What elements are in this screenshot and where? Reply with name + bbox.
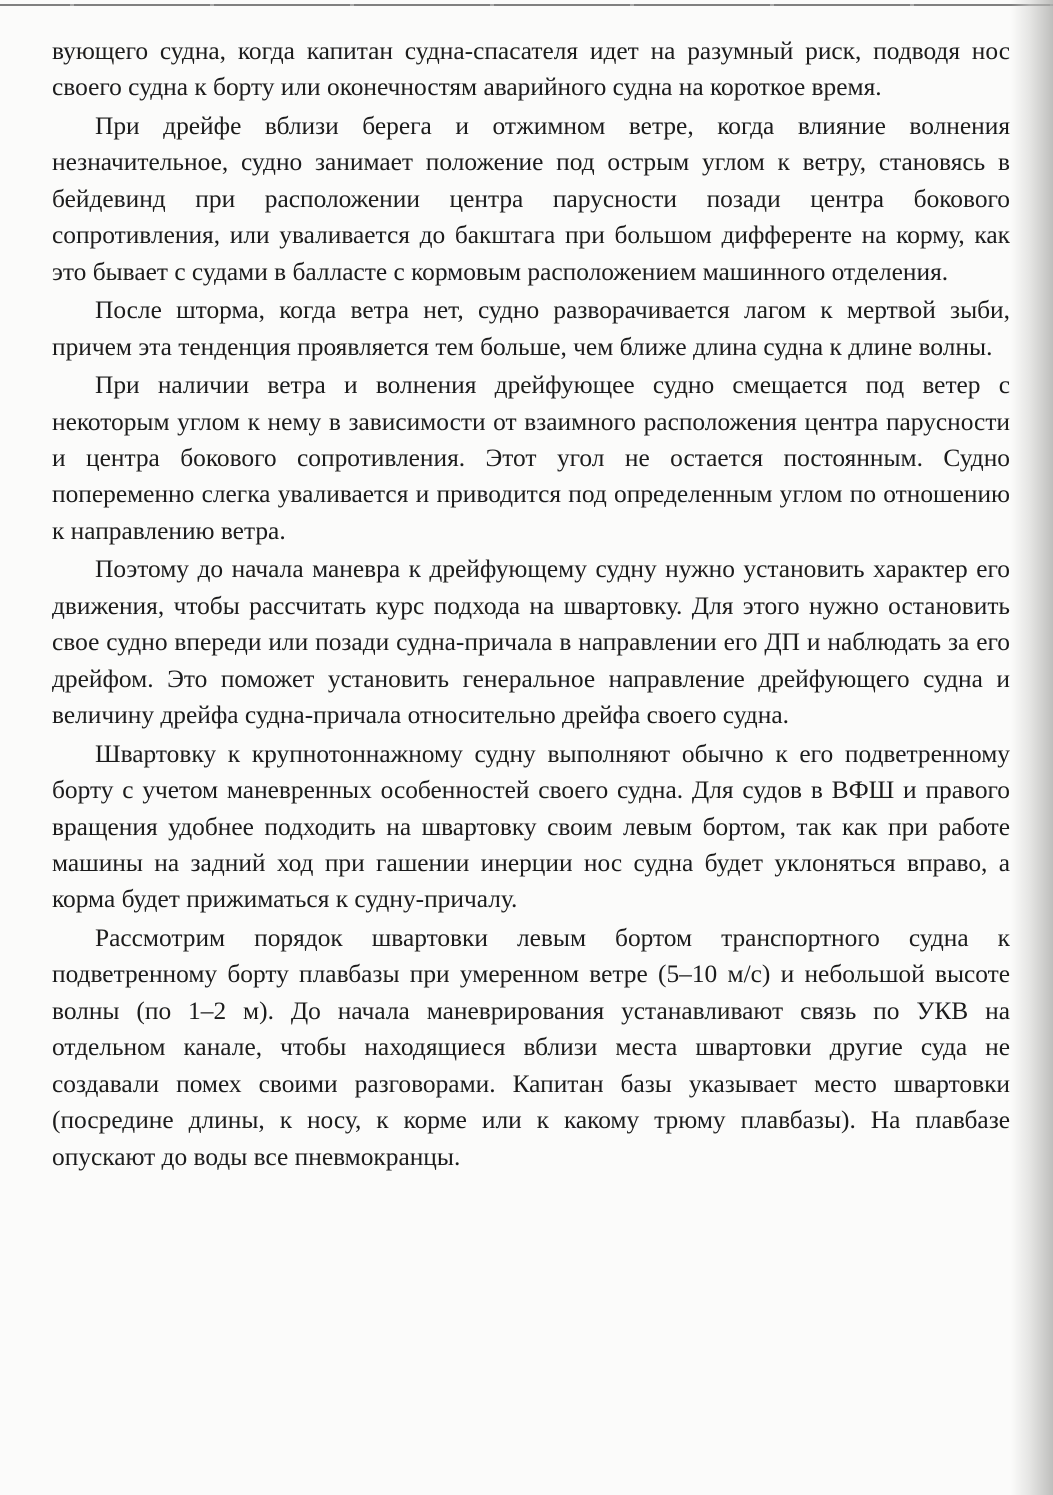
paragraph-before-maneuver: Поэтому до начала маневра к дрейфующему судну нужно установить характер его движения, чтобы рассчитать курс подхода на швартовку. Для этого нужно остановить свое судно впереди или позади судна-причала в направлении его ДП и наблюдать за его дрейфом. Это поможет установить генеральное направление дрейфующего судна и величину дрейфа судна-причала относительно дрейфа своего судна. <box>52 555 1010 730</box>
paragraph-after-storm: После шторма, когда ветра нет, судно разворачивается лагом к мертвой зыби, причем эта тенденция проявляется тем больше, чем ближе длина судна к длине волны. <box>52 296 1010 361</box>
page-binding-shadow <box>1011 0 1053 1495</box>
paragraph-mooring-large-vessel: Швартовку к крупнотоннажному судну выполняют обычно к его подветренному борту с учетом маневренных особенностей своего судна. Для судов в ВФШ и правого вращения удобнее подходить на швартовку своим левым бортом, так как при работе машины на задний ход при гашении инерции нос судна будет уклоняться вправо, а корма будет прижиматься к судну-причалу. <box>52 739 1010 914</box>
paragraph-mooring-procedure: Рассмотрим порядок швартовки левым бортом транспортного судна к подветренному борту плавбазы при умеренном ветре (5–10 м/с) и небольшой высоте волны (по 1–2 м). До начала маневрирования устанавливают связь по УКВ на отдельном канале, чтобы находящиеся вблизи места швартовки другие суда не создавали помех своими разговорами. Капитан базы указывает место швартовки (посредине длины, к носу, к корме или к какому трюму плавбазы). На плавбазе опускают до воды все пневмокранцы. <box>52 923 1010 1171</box>
paragraph-drift-near-shore: При дрейфе вблизи берега и отжимном ветре, когда влияние волнения незначительное, судно занимает положение под острым углом к ветру, становясь в бейдевинд при расположении центра парусности позади центра бокового сопротивления, или уваливается до бакштага при большом дифференте на корму, как это бывает с судами в балласте с кормовым расположением машинного отделения. <box>52 111 1010 286</box>
paragraph-wind-and-waves: При наличии ветра и волнения дрейфующее судно смещается под ветер с некоторым углом к нему в зависимости от взаимного расположения центра парусности и центра бокового сопротивления. Этот угол не остается постоянным. Судно попеременно слегка уваливается и приводится под определенным углом по отношению к направлению ветра. <box>52 371 1010 545</box>
top-rule-divider <box>0 4 1053 6</box>
body-text <box>52 33 1010 1177</box>
paragraph-continuation: вующего судна, когда капитан судна-спасателя идет на разумный риск, подводя нос своего судна к борту или оконечностям аварийного судна на короткое время. <box>52 37 1010 102</box>
